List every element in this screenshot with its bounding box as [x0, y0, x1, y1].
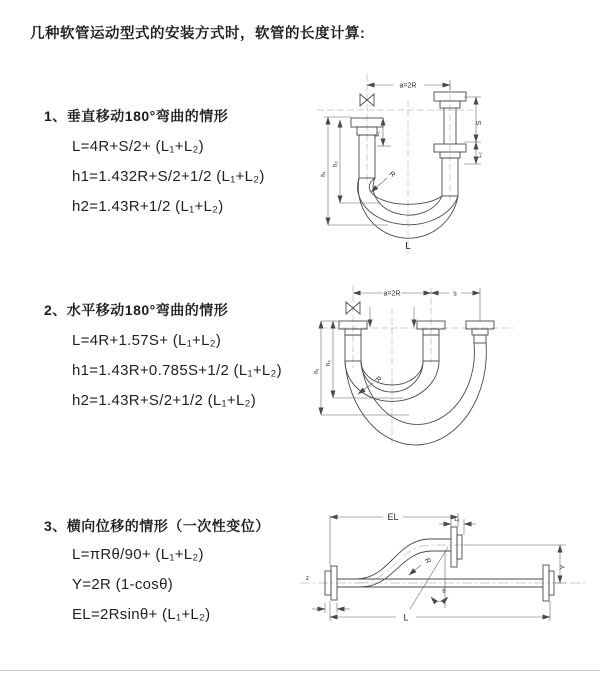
section-3-formula-L: L=πRθ/90+ (L₁+L₂): [72, 546, 204, 563]
shifted-flange-connector: [466, 321, 494, 343]
dimension-a2R: [353, 288, 480, 321]
dim-label-EL: EL: [387, 512, 399, 522]
dimension-S: [464, 97, 483, 142]
axis-marker-z: z: [306, 576, 309, 582]
section-1-formula-L: L=4R+S/2+ (L₁+L₂): [72, 138, 204, 155]
page-bottom-rule: [0, 670, 600, 671]
dimension-L1: [375, 118, 391, 146]
dim-label-L: L: [403, 612, 409, 623]
section-2-formula-h2: h2=1.43R+S/2+1/2 (L₁+L₂): [72, 392, 257, 409]
diagram-horizontal-180-bend: [313, 283, 585, 463]
section-1-formula-h1: h1=1.432R+S/2+1/2 (L₁+L₂): [72, 168, 265, 185]
dim-label-a2R: a=2R: [399, 82, 417, 90]
dim-label-L1: L₁: [454, 517, 460, 523]
page-title: 几种软管运动型式的安装方式时，软管的长度计算:: [30, 26, 366, 42]
dimension-Y: [464, 545, 567, 583]
dim-label-L1: L₁: [375, 131, 381, 137]
diagram-lateral-displacement: [298, 505, 593, 650]
valve-icon: [346, 302, 360, 314]
dim-label-Y: Y: [560, 564, 567, 570]
dim-label-h1: h₁: [314, 368, 320, 374]
dim-label-S: S: [476, 120, 483, 126]
section-1-formula-h2: h2=1.43R+1/2 (L₁+L₂): [72, 198, 224, 215]
dimension-L: [330, 601, 550, 623]
dim-label-L2: L₂: [477, 152, 483, 158]
dimension-h2: [326, 321, 403, 398]
section-2-formula-h1: h1=1.43R+0.785S+1/2 (L₁+L₂): [72, 362, 282, 379]
section-3-formula-EL: EL=2Rsinθ+ (L₁+L₂): [72, 606, 211, 623]
hose-s-curve: [356, 539, 451, 587]
dim-label-R: R: [422, 557, 432, 566]
dim-label-R: R: [387, 170, 396, 180]
diagram-vertical-180-bend: [313, 72, 585, 262]
dim-label-theta: θ: [442, 589, 446, 595]
dimension-L2: [464, 142, 483, 164]
upper-flange-connector: [451, 527, 462, 567]
dimension-a2R: [367, 80, 450, 90]
section-1-heading: 1、垂直移动180°弯曲的情形: [44, 108, 229, 124]
dim-label-s: s: [453, 290, 457, 298]
dimension-end-left: [312, 603, 350, 613]
radius-leader: [409, 557, 432, 575]
section-2-heading: 2、水平移动180°弯曲的情形: [44, 302, 229, 318]
dim-label-a2R: a=2R: [383, 290, 401, 298]
dim-label-L: L: [405, 241, 411, 252]
section-3-formula-Y: Y=2R (1-cosθ): [72, 576, 174, 593]
dim-label-h2: h₂: [333, 161, 339, 167]
dim-label-R: R: [373, 375, 382, 385]
dim-label-h1: h₁: [321, 171, 327, 177]
hose-u-bend: [358, 178, 458, 238]
hose-u-bend-shifted: [345, 343, 486, 445]
dimension-L1-top: [439, 517, 476, 535]
dimension-s: [431, 291, 480, 298]
section-2-formula-L: L=4R+1.57S+ (L₁+L₂): [72, 332, 222, 349]
section-3-heading: 3、横向位移的情形（一次性变位）: [44, 518, 270, 534]
dim-label-h2: h₂: [326, 360, 332, 366]
centerlines: [321, 285, 513, 443]
